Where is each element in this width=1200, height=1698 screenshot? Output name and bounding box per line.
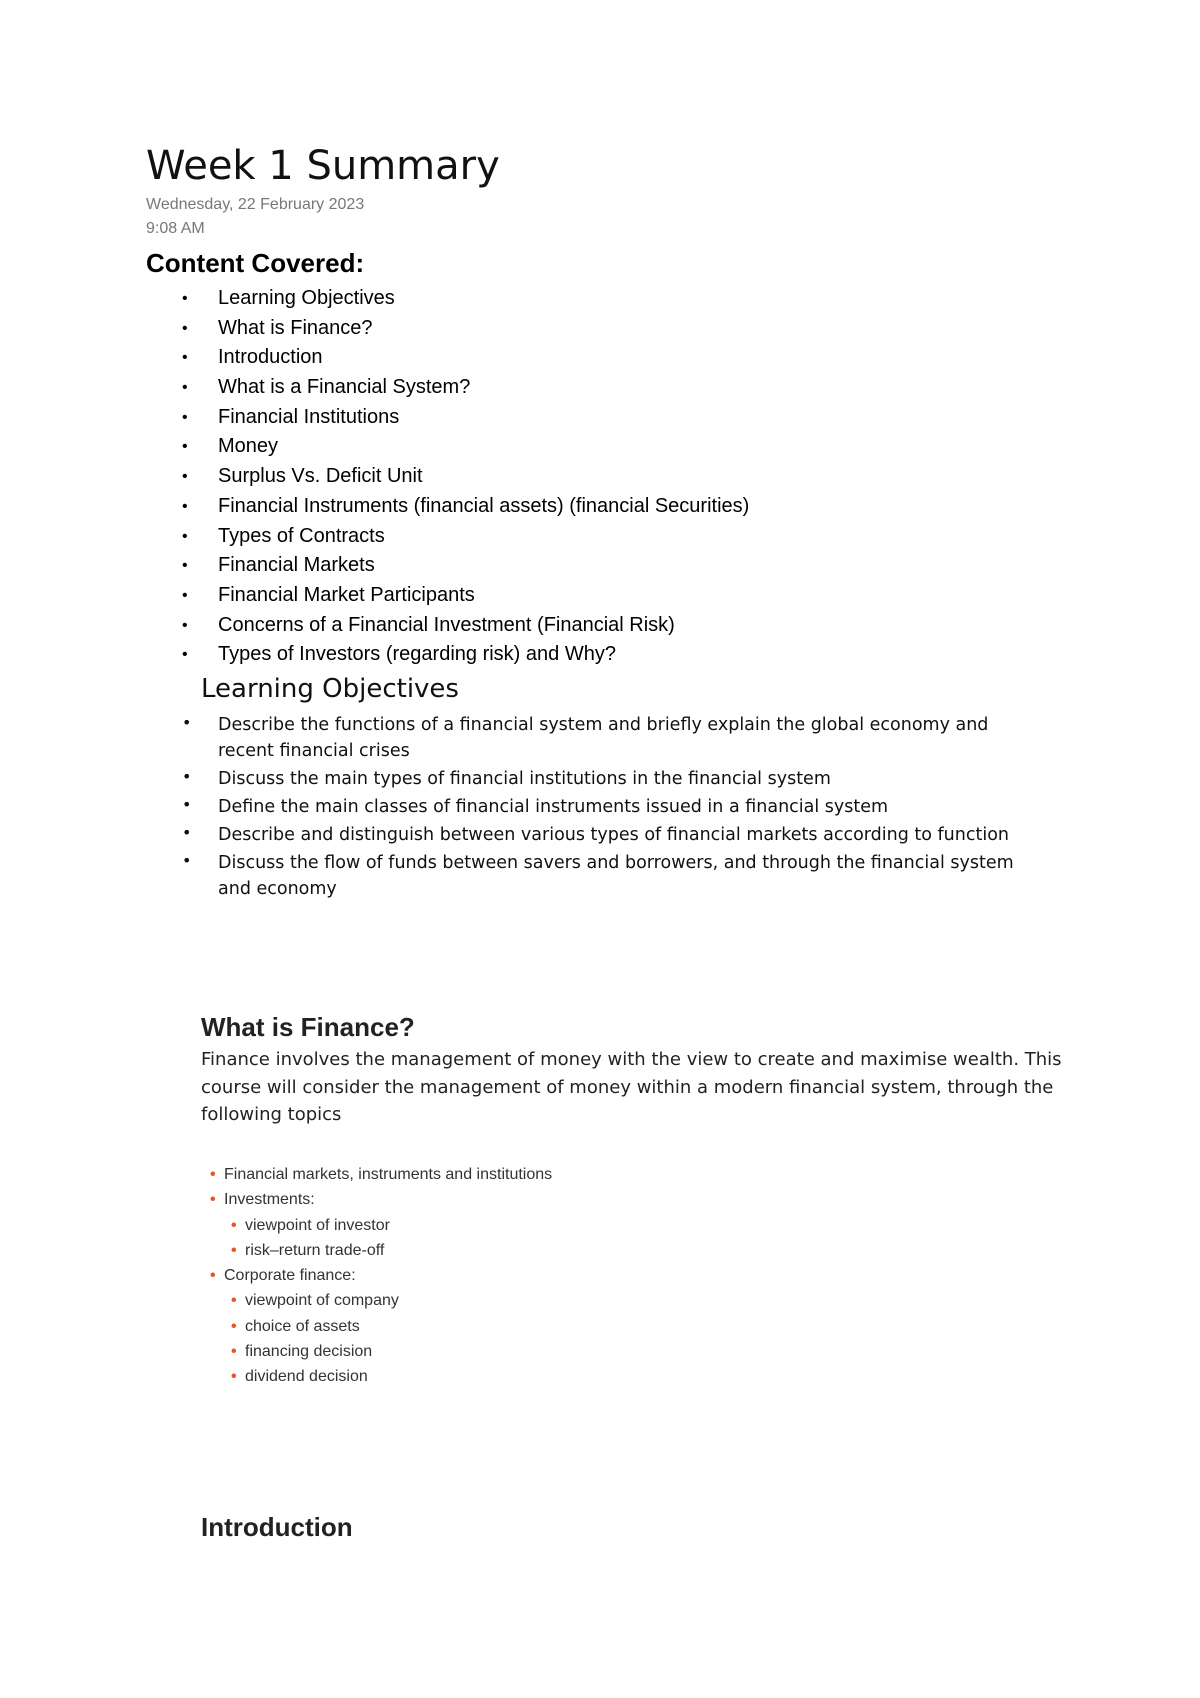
bullet-icon: • [182,349,188,367]
toc-item-label: Financial Instruments (financial assets) (financial Securities) [218,494,750,517]
finance-topic-text: risk–return trade-off [245,1241,385,1259]
toc-item [182,284,749,314]
toc-item [182,403,749,433]
what-is-finance-heading: What is Finance? [201,1012,415,1042]
bullet-icon: • [182,713,192,732]
bullet-icon: • [182,290,188,307]
bullet-icon: • [182,319,188,337]
page-title: Week 1 Summary [146,143,500,189]
finance-topic-item [210,1263,552,1288]
topic-bullet-icon: • [231,1368,237,1386]
toc-item [182,314,749,344]
learning-objective-text: Describe the functions of a financial system and briefly explain the global economy and recent financial crises [218,715,989,761]
toc-item-label: Types of Contracts [218,524,385,547]
finance-topic-item [210,1187,552,1212]
bullet-icon: • [182,438,188,456]
finance-topic-text: Investments: [224,1191,315,1209]
toc-item-label: Financial Market Participants [218,583,475,606]
learning-objectives-list [182,712,1042,904]
toc-item-label: What is a Financial System? [218,376,471,399]
finance-topic-text: Financial markets, instruments and institutions [224,1166,553,1183]
finance-topic-item [210,1238,552,1263]
learning-objective-item [182,850,1042,902]
bullet-icon: • [182,408,188,426]
toc-item-label: Money [218,435,279,458]
toc-item [182,343,749,373]
toc-item-label: What is Finance? [218,316,373,339]
bullet-icon: • [182,557,188,575]
finance-paragraph: Finance involves the management of money with the view to create and maximise wealth. This course will consider the management of money within a modern financial system, through the following topics [201,1049,1062,1125]
finance-topic-item [210,1314,552,1339]
note-date: Wednesday, 22 February 2023 [146,196,365,213]
finance-topic-text: viewpoint of investor [245,1216,390,1234]
bullet-icon: • [182,795,192,814]
bullet-icon: • [182,379,188,397]
toc-item-label: Introduction [218,346,323,369]
toc-item [182,373,749,403]
bullet-icon: • [182,646,188,664]
note-time: 9:08 AM [146,220,205,237]
learning-objective-item [182,766,1042,792]
topic-bullet-icon: • [231,1343,237,1361]
learning-objective-item [182,794,1042,820]
content-covered-heading: Content Covered: [146,248,365,278]
topic-bullet-icon: • [210,1267,216,1285]
toc-item-label: Financial Institutions [218,405,400,428]
toc-item [182,551,749,581]
learning-objectives-heading: Learning Objectives [201,674,459,704]
bullet-icon: • [182,823,192,842]
topic-bullet-icon: • [231,1317,237,1335]
finance-topic-item [210,1162,552,1187]
finance-topics-list [210,1162,552,1390]
introduction-heading: Introduction [201,1512,353,1542]
finance-topic-item [210,1339,552,1364]
finance-topic-text: financing decision [245,1343,373,1361]
learning-objective-item [182,712,1042,764]
toc-item-label: Surplus Vs. Deficit Unit [218,465,423,488]
finance-topic-text: dividend decision [245,1368,368,1386]
bullet-icon: • [182,851,192,870]
toc-item-label: Learning Objectives [218,287,395,309]
finance-topic-text: viewpoint of company [245,1292,399,1310]
toc-item [182,522,749,552]
topic-bullet-icon: • [231,1241,237,1259]
bullet-icon: • [182,497,188,515]
learning-objective-text: Describe and distinguish between various types of financial markets according to function [218,825,1010,845]
finance-topic-item [210,1213,552,1238]
toc-item-label: Types of Investors (regarding risk) and Why? [218,643,616,666]
toc-item [182,462,749,492]
finance-topic-item [210,1364,552,1389]
toc-item-label: Concerns of a Financial Investment (Financial Risk) [218,613,675,636]
bullet-icon: • [182,586,188,604]
learning-objective-text: Discuss the main types of financial institutions in the financial system [218,769,831,789]
toc-item [182,581,749,611]
finance-topic-text: Corporate finance: [224,1267,356,1285]
toc-item-label: Financial Markets [218,554,375,577]
toc-item [182,611,749,641]
topic-bullet-icon: • [231,1216,237,1234]
topic-bullet-icon: • [231,1292,237,1310]
learning-objective-text: Discuss the flow of funds between savers and borrowers, and through the financial system and economy [218,853,1014,899]
bullet-icon: • [182,767,192,786]
finance-topic-item [210,1288,552,1313]
learning-objective-item [182,822,1042,848]
content-covered-list [182,284,749,670]
topic-bullet-icon: • [210,1166,216,1183]
bullet-icon: • [182,527,188,545]
bullet-icon: • [182,468,188,486]
toc-item [182,640,749,670]
toc-item [182,492,749,522]
finance-topic-text: choice of assets [245,1317,360,1335]
learning-objective-text: Define the main classes of financial instruments issued in a financial system [218,797,889,817]
topic-bullet-icon: • [210,1191,216,1209]
bullet-icon: • [182,616,188,634]
toc-item [182,432,749,462]
